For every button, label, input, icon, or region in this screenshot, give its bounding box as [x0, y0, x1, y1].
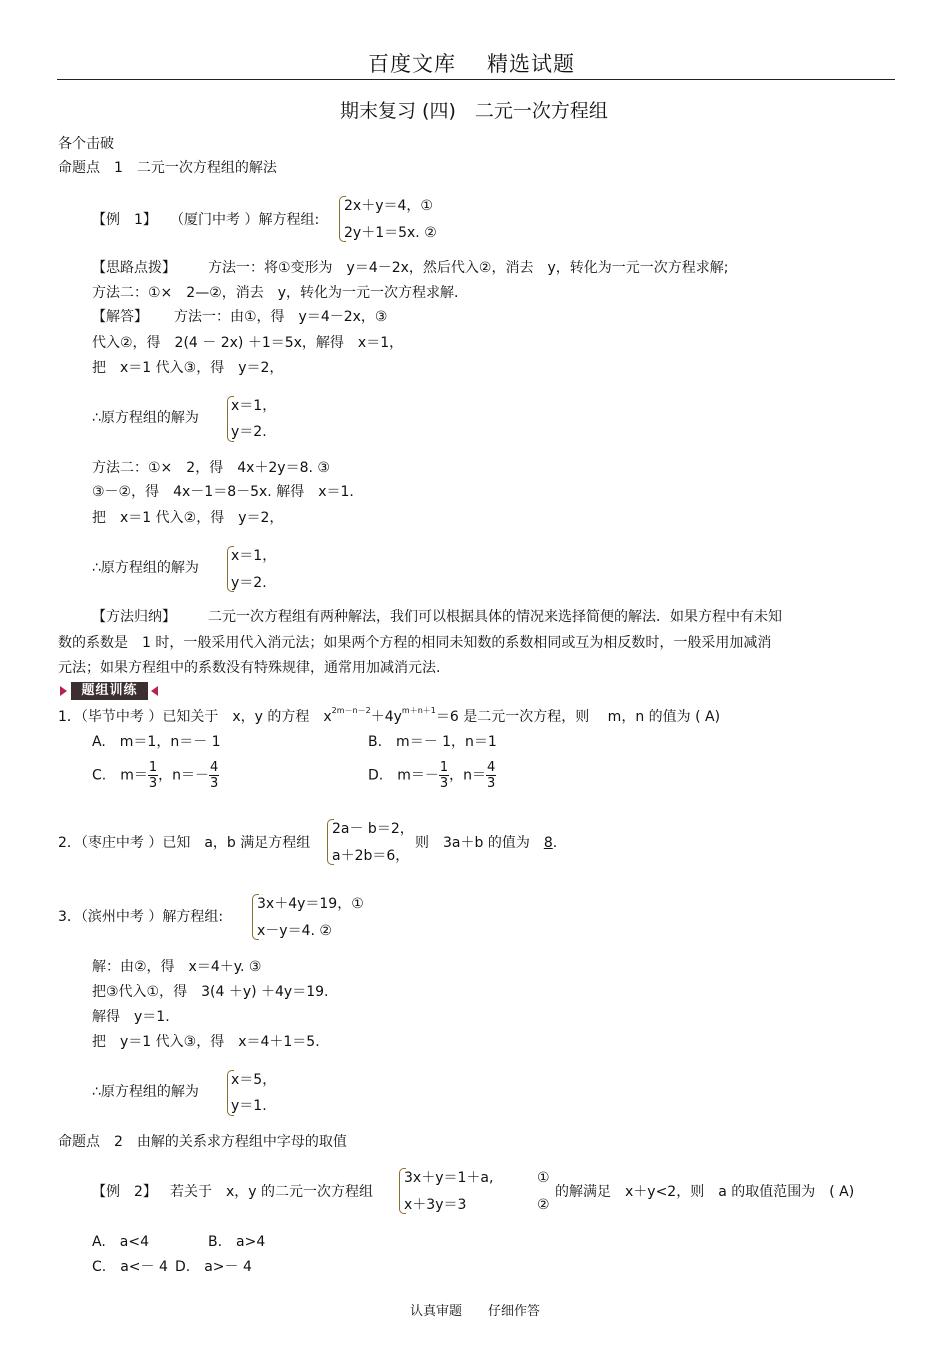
ex2-option-a: A. a<4 — [92, 1234, 149, 1250]
answer-conclusion-1: ∴原方程组的解为 — [92, 410, 199, 426]
sol1-x: x＝1， — [231, 398, 277, 414]
answer-l2: 代入②，得 2(4 － 2x) ＋1＝5x，解得 x＝1， — [92, 335, 404, 351]
q1-option-d: D. m＝－ $\frac{1}{3}$ ，n＝ $\frac{4}{3}$ — [368, 760, 496, 791]
method-line2: 数的系数是 1 时，一般采用代入消元法；如果两个方程的相同未知数的系数相同或互为相反数时，一般采用加减消 — [58, 635, 772, 651]
point1-heading: 命题点 1 二元一次方程组的解法 — [58, 160, 277, 176]
fraction-four-thirds: $\frac{4}{3}$ — [487, 760, 496, 791]
q1-option-b: B. m＝－ 1，n＝1 — [368, 734, 497, 750]
fraction-four-thirds: $\frac{4}{3}$ — [210, 760, 219, 791]
ex2-option-c: C. a<－ 4 — [92, 1259, 168, 1275]
ex2-mark2: ② — [537, 1197, 550, 1213]
q2-eq1: 2a－ b＝2， — [332, 821, 414, 837]
q2-stem: 2．（枣庄中考 ）已知 a，b 满足方程组 — [58, 835, 311, 851]
section-heading: 各个击破 — [58, 136, 114, 152]
q3-eq2: x－y＝4. ② — [257, 923, 332, 939]
q3-l1: 解：由②，得 x＝4＋y. ③ — [92, 959, 262, 975]
badge-right-arrow-icon — [151, 686, 158, 696]
ex2-eq2: x＋3y＝3 — [404, 1197, 467, 1213]
practice-badge — [58, 682, 160, 700]
sol1-y: y＝2. — [231, 424, 267, 440]
ex1-eq2: 2y＋1＝5x. ② — [344, 225, 437, 241]
ex1-eq1: 2x＋y＝4，① — [344, 198, 433, 214]
answer-l1: 方法一：由①，得 y＝4－2x，③ — [174, 309, 388, 325]
badge-label: 题组训练 — [71, 682, 148, 700]
q3-l3: 解得 y＝1. — [92, 1009, 170, 1025]
ex2-mark1: ① — [537, 1170, 550, 1186]
header-right: 精选试题 — [487, 52, 575, 76]
q3-l2: 把③代入①，得 3(4 ＋y) ＋4y＝19. — [92, 984, 329, 1000]
answer-l3: 把 x＝1 代入③，得 y＝2， — [92, 360, 284, 376]
method-line3: 元法；如果方程组中的系数没有特殊规律，通常用加减消元法. — [58, 660, 441, 676]
answer-l5: ③－②，得 4x－1＝8－5x. 解得 x＝1. — [92, 484, 354, 500]
sol2-x: x＝1， — [231, 548, 277, 564]
hint-line1: 方法一：将①变形为 y＝4－2x，然后代入②，消去 y，转化为一元一次方程求解; — [208, 260, 729, 276]
q1-option-a: A. m＝1，n＝－ 1 — [92, 734, 221, 750]
point2-heading: 命题点 2 由解的关系求方程组中字母的取值 — [58, 1134, 347, 1150]
ex2-option-b: B. a>4 — [208, 1234, 266, 1250]
q1-stem: 1．（毕节中考 ）已知关于 x，y 的方程 $x^{2m-n-2}+4y^{m+n+1}=6$ 是二元一次方程，则 m，n 的值为 ( A) — [58, 706, 721, 725]
q3-conclusion: ∴原方程组的解为 — [92, 1084, 199, 1100]
q1-option-c: C. m＝ $\frac{1}{3}$ ，n＝－ $\frac{4}{3}$ — [92, 760, 219, 791]
sol2-y: y＝2. — [231, 575, 267, 591]
ex2-tail: 的解满足 x＋y<2，则 a 的取值范围为 ( A) — [555, 1184, 855, 1200]
ex1-label: 【例 1】 — [92, 212, 157, 228]
hint-line2: 方法二：①× 2—②，消去 y，转化为一元一次方程求解. — [92, 285, 459, 301]
ex2-stem: 若关于 x，y 的二元一次方程组 — [170, 1184, 374, 1200]
fraction-one-third: $\frac{1}{3}$ — [148, 760, 158, 791]
header-left: 百度文库 — [368, 52, 456, 76]
ex1-stem: （厦门中考 ）解方程组: — [170, 212, 320, 228]
ex2-option-d: D. a>－ 4 — [175, 1259, 252, 1275]
answer-l6: 把 x＝1 代入②，得 y＝2， — [92, 510, 284, 526]
ex2-label: 【例 2】 — [92, 1184, 157, 1200]
q3-sol-x: x＝5， — [231, 1072, 277, 1088]
badge-left-arrow-icon — [60, 686, 67, 696]
ex2-eq1: 3x＋y＝1＋a, — [404, 1170, 494, 1186]
answer-l4: 方法二：①× 2，得 4x＋2y＝8. ③ — [92, 460, 330, 476]
hint-label: 【思路点拨】 — [92, 260, 176, 276]
method-label: 【方法归纳】 — [92, 609, 176, 625]
answer-label: 【解答】 — [92, 309, 148, 325]
method-line1: 二元一次方程组有两种解法，我们可以根据具体的情况来选择简便的解法．如果方程中有未知 — [208, 609, 782, 625]
q3-stem: 3．（滨州中考 ）解方程组: — [58, 909, 224, 925]
q2-eq2: a＋2b＝6， — [332, 848, 410, 864]
q3-eq1: 3x＋4y＝19，① — [257, 896, 364, 912]
header-rule — [57, 79, 895, 80]
page-footer: 认真审题 仔细作答 — [410, 1304, 541, 1319]
q2-tail: 则 3a＋b 的值为 8. — [415, 835, 558, 851]
answer-conclusion-2: ∴原方程组的解为 — [92, 560, 199, 576]
fraction-one-third: $\frac{1}{3}$ — [439, 760, 449, 791]
q3-sol-y: y＝1. — [231, 1098, 267, 1114]
page-title: 期末复习 (四) 二元一次方程组 — [340, 100, 608, 122]
q3-l4: 把 y＝1 代入③，得 x＝4＋1＝5. — [92, 1034, 320, 1050]
